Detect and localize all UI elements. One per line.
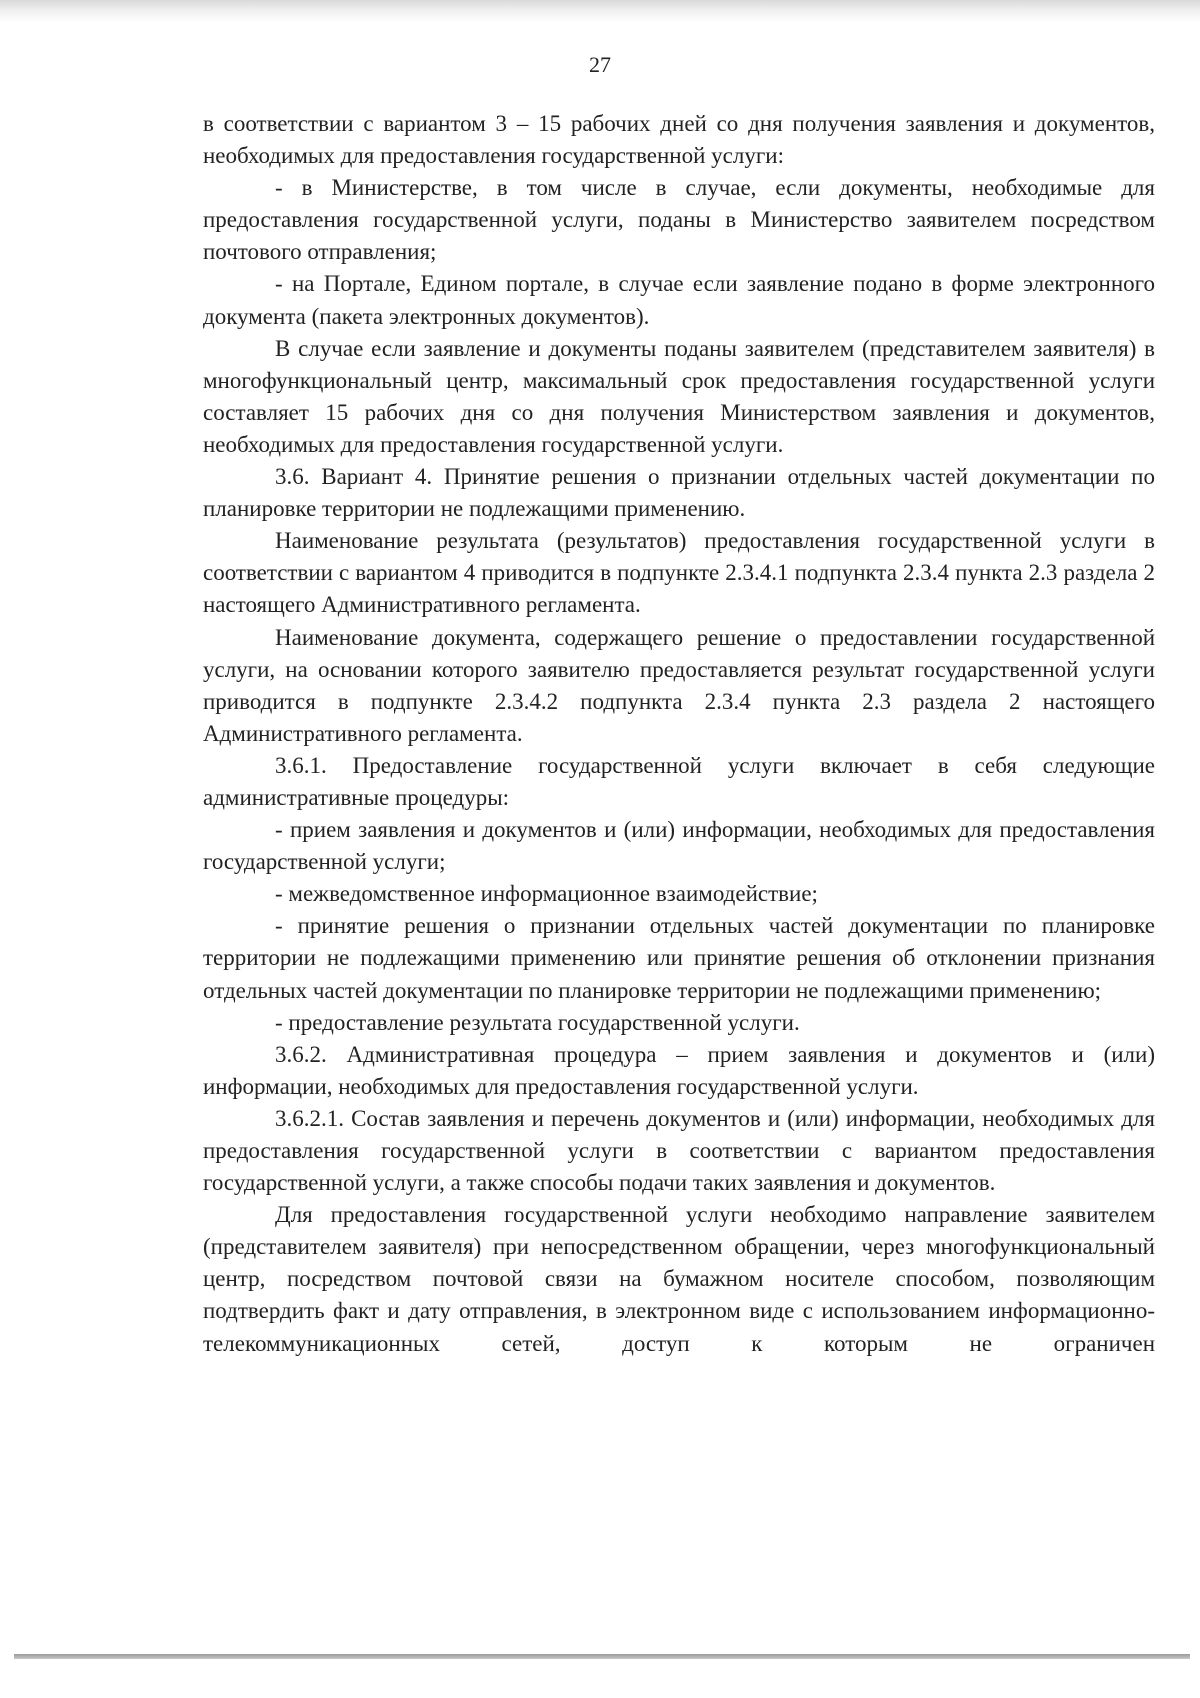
- paragraph-portal: - на Портале, Едином портале, в случае если заявление подано в форме электронного документа (пакета электронных документов).: [203, 271, 1155, 329]
- scan-top-shadow: [0, 0, 1200, 22]
- list-item-interagency: - межведомственное информационное взаимодействие;: [275, 881, 818, 907]
- paragraph-mfc-deadline: В случае если заявление и документы поданы заявителем (представителем заявителя) в многофункциональный центр, максимальный срок предоставления государственной услуги составляет 15 рабочих дня со дня получения Министерством заявления и документов, необходимых для предоставления государственной услуги.: [203, 335, 1155, 457]
- list-item-result-delivery: - предоставление результата государственной услуги.: [275, 1009, 800, 1035]
- paragraph-submission-methods: Для предоставления государственной услуги необходимо направление заявителем (представителем заявителя) при непосредственном обращении, через многофункциональный центр, посредством почтовой связи на бумажном носителе способом, позволяющим подтвердить факт и дату отправления, в электронном виде с использованием информационно-телекоммуникационных сетей, доступ к которым не ограничен: [203, 1202, 1155, 1356]
- page-number: 27: [589, 52, 611, 77]
- paragraph-result-name: Наименование результата (результатов) предоставления государственной услуги в соответствии с вариантом 4 приводится в подпункте 2.3.4.1 подпункта 2.3.4 пункта 2.3 раздела 2 настоящего Административного регламента.: [203, 528, 1155, 618]
- paragraph-section-3-6: 3.6. Вариант 4. Принятие решения о признании отдельных частей документации по планировке территории не подлежащими применению.: [203, 464, 1155, 522]
- paragraph-document-name: Наименование документа, содержащего решение о предоставлении государственной услуги, на основании которого заявителю предоставляется результат государственной услуги приводится в подпункте 2.3.4.2 подпункта 2.3.4 пункта 2.3 раздела 2 настоящего Административного регламента.: [203, 624, 1155, 746]
- paragraph-section-3-6-2: 3.6.2. Административная процедура – прием заявления и документов и (или) информации, необходимых для предоставления государственной услуги.: [203, 1041, 1155, 1099]
- paragraph-ministry: - в Министерстве, в том числе в случае, если документы, необходимые для предоставления государственной услуги, поданы в Министерство заявителем посредством почтового отправления;: [203, 175, 1155, 265]
- list-item-decision: - принятие решения о признании отдельных частей документации по планировке территории не подлежащими применению или принятие решения об отклонении признания отдельных частей документации по планировке территории не подлежащими применению;: [203, 913, 1155, 1003]
- paragraph-variant-3-deadline: в соответствии с вариантом 3 – 15 рабочих дней со дня получения заявления и документов, необходимых для предоставления государственной услуги:: [203, 111, 1155, 169]
- document-body: [203, 108, 1155, 1360]
- scan-bottom-rule: [14, 1654, 1190, 1659]
- paragraph-section-3-6-1: 3.6.1. Предоставление государственной услуги включает в себя следующие административные процедуры:: [203, 752, 1155, 810]
- list-item-reception: - прием заявления и документов и (или) информации, необходимых для предоставления государственной услуги;: [203, 817, 1155, 875]
- paragraph-section-3-6-2-1: 3.6.2.1. Состав заявления и перечень документов и (или) информации, необходимых для предоставления государственной услуги в соответствии с вариантом предоставления государственной услуги, а также способы подачи таких заявления и документов.: [203, 1105, 1155, 1196]
